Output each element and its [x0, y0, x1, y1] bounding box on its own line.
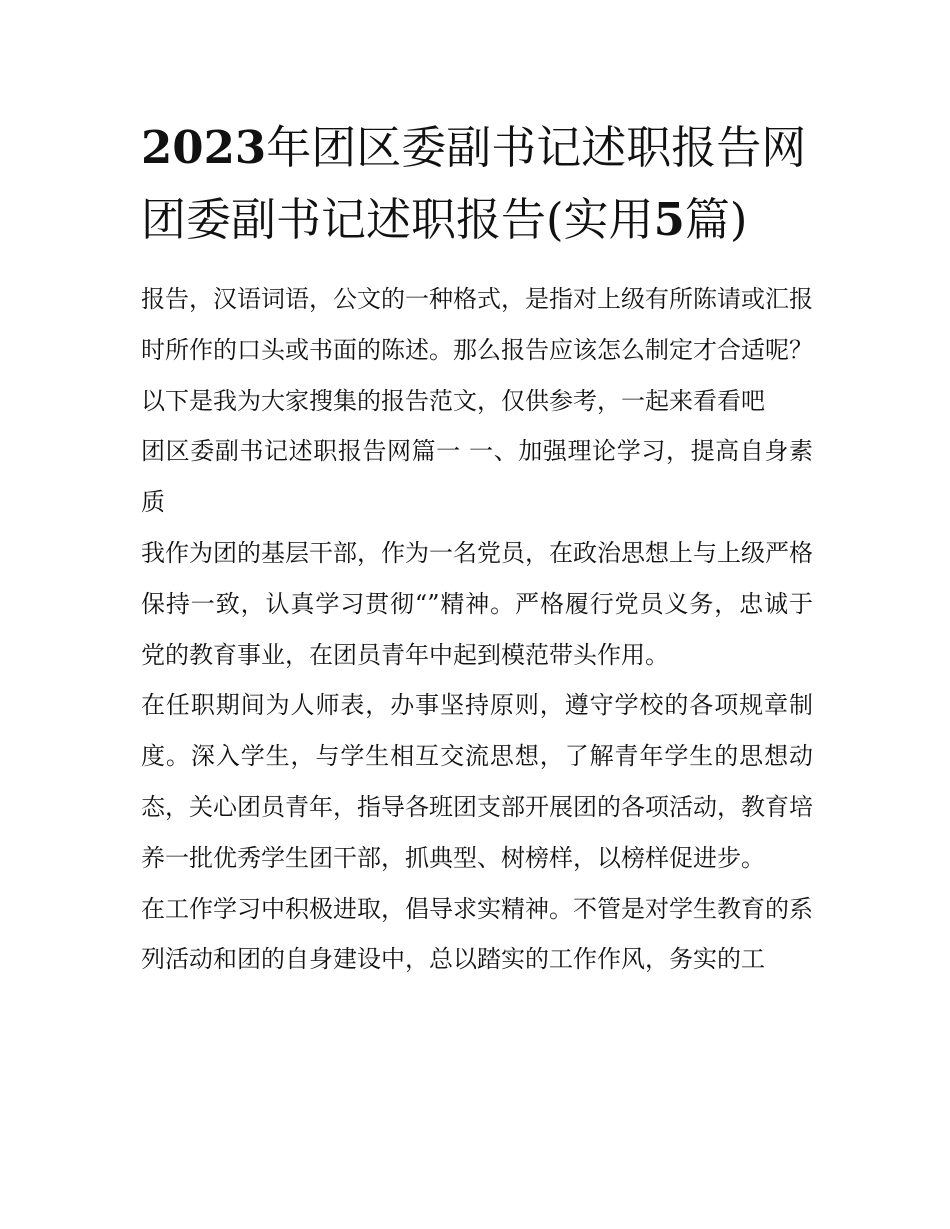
title-text: 年团区委副书记述职报告网 团委副书记述职报告(实用 [141, 121, 807, 246]
title-suffix: 篇) [684, 193, 748, 246]
paragraph-tenure: 在任职期间为人师表，办事坚持原则，遵守学校的各项规章制度。深入学生，与学生相互交流思想，了解青年学生的思想动态，关心团员青年，指导各班团支部开展团的各项活动，教育培养一批优秀学生团干部，抓典型、树榜样，以榜样促进步。 [141, 691, 813, 872]
title-year: 2023 [141, 121, 267, 174]
paragraph-section-heading: 团区委副书记述职报告网篇一 一、加强理论学习，提高自身素质 [141, 437, 813, 517]
paragraph-intro: 报告，汉语词语，公文的一种格式，是指对上级有所陈请或汇报时所作的口头或书面的陈述。那么报告应该怎么制定才合适呢？以下是我为大家搜集的报告范文，仅供参考，一起来看看吧 [141, 285, 813, 415]
document-content [141, 112, 813, 985]
paragraph-political: 我作为团的基层干部，作为一名党员，在政治思想上与上级严格保持一致，认真学习贯彻“”精神。严格履行党员义务，忠诚于党的教育事业，在团员青年中起到模范带头作用。 [141, 538, 813, 669]
document-title [141, 112, 813, 256]
paragraph-work-study: 在工作学习中积极进取，倡导求实精神。不管是对学生教育的系列活动和团的自身建设中，总以踏实的工作作风，务实的工 [141, 894, 813, 974]
document-body [141, 274, 813, 985]
title-count: 5 [653, 193, 685, 246]
